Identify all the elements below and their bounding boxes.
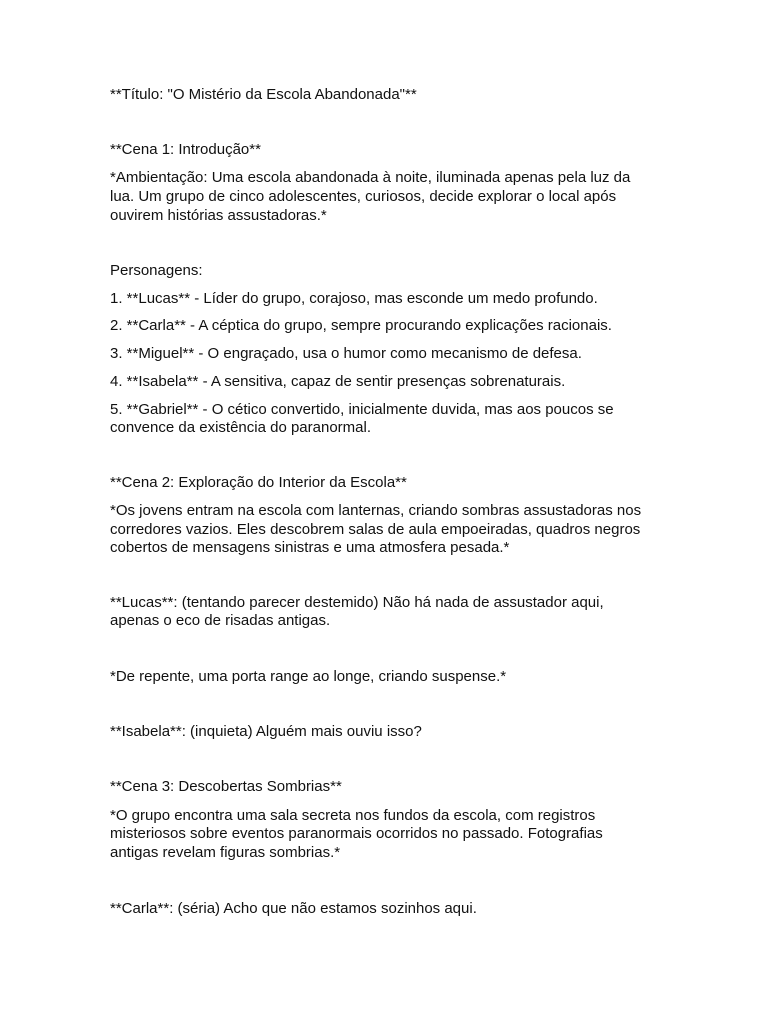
scene1-heading: **Cena 1: Introdução** — [110, 141, 261, 158]
scene3-description-line: antigas revelam figuras sombrias.* — [110, 844, 341, 861]
scene3-heading: **Cena 3: Descobertas Sombrias** — [110, 778, 342, 795]
character-item: 2. **Carla** - A céptica do grupo, sempre procurando explicações racionais. — [110, 317, 612, 334]
characters-label: Personagens: — [110, 262, 203, 279]
scene2-description-line: *Os jovens entram na escola com lanternas, criando sombras assustadoras nos — [110, 502, 642, 519]
dialogue-lucas-line: **Lucas**: (tentando parecer destemido) Não há nada de assustador aqui, — [110, 594, 604, 611]
character-item: convence da existência do paranormal. — [110, 419, 371, 436]
scene3-description-line: misteriosos sobre eventos paranormais ocorridos no passado. Fotografias — [110, 825, 603, 842]
dialogue-lucas-line: apenas o eco de risadas antigas. — [110, 612, 331, 629]
scene2-action: *De repente, uma porta range ao longe, criando suspense.* — [110, 668, 507, 685]
character-item: 1. **Lucas** - Líder do grupo, corajoso, mas esconde um medo profundo. — [110, 290, 598, 307]
dialogue-carla: **Carla**: (séria) Acho que não estamos sozinhos aqui. — [110, 900, 477, 917]
scene1-setting-line: *Ambientação: Uma escola abandonada à noite, iluminada apenas pela luz da — [110, 169, 631, 186]
dialogue-isabela: **Isabela**: (inquieta) Alguém mais ouviu isso? — [110, 723, 422, 740]
scene1-setting-line: ouvirem histórias assustadoras.* — [110, 207, 327, 224]
character-item: 3. **Miguel** - O engraçado, usa o humor como mecanismo de defesa. — [110, 345, 582, 362]
scene3-description-line: *O grupo encontra uma sala secreta nos fundos da escola, com registros — [110, 807, 596, 824]
scene1-setting-line: lua. Um grupo de cinco adolescentes, curiosos, decide explorar o local após — [110, 188, 617, 205]
scene2-description-line: cobertos de mensagens sinistras e uma atmosfera pesada.* — [110, 539, 510, 556]
scene2-description-line: corredores vazios. Eles descobrem salas de aula empoeiradas, quadros negros — [110, 521, 641, 538]
character-item: 5. **Gabriel** - O cético convertido, inicialmente duvida, mas aos poucos se — [110, 401, 614, 418]
scene2-heading: **Cena 2: Exploração do Interior da Escola** — [110, 474, 407, 491]
character-item: 4. **Isabela** - A sensitiva, capaz de sentir presenças sobrenaturais. — [110, 373, 566, 390]
document-title: **Título: "O Mistério da Escola Abandonada"** — [110, 86, 417, 103]
